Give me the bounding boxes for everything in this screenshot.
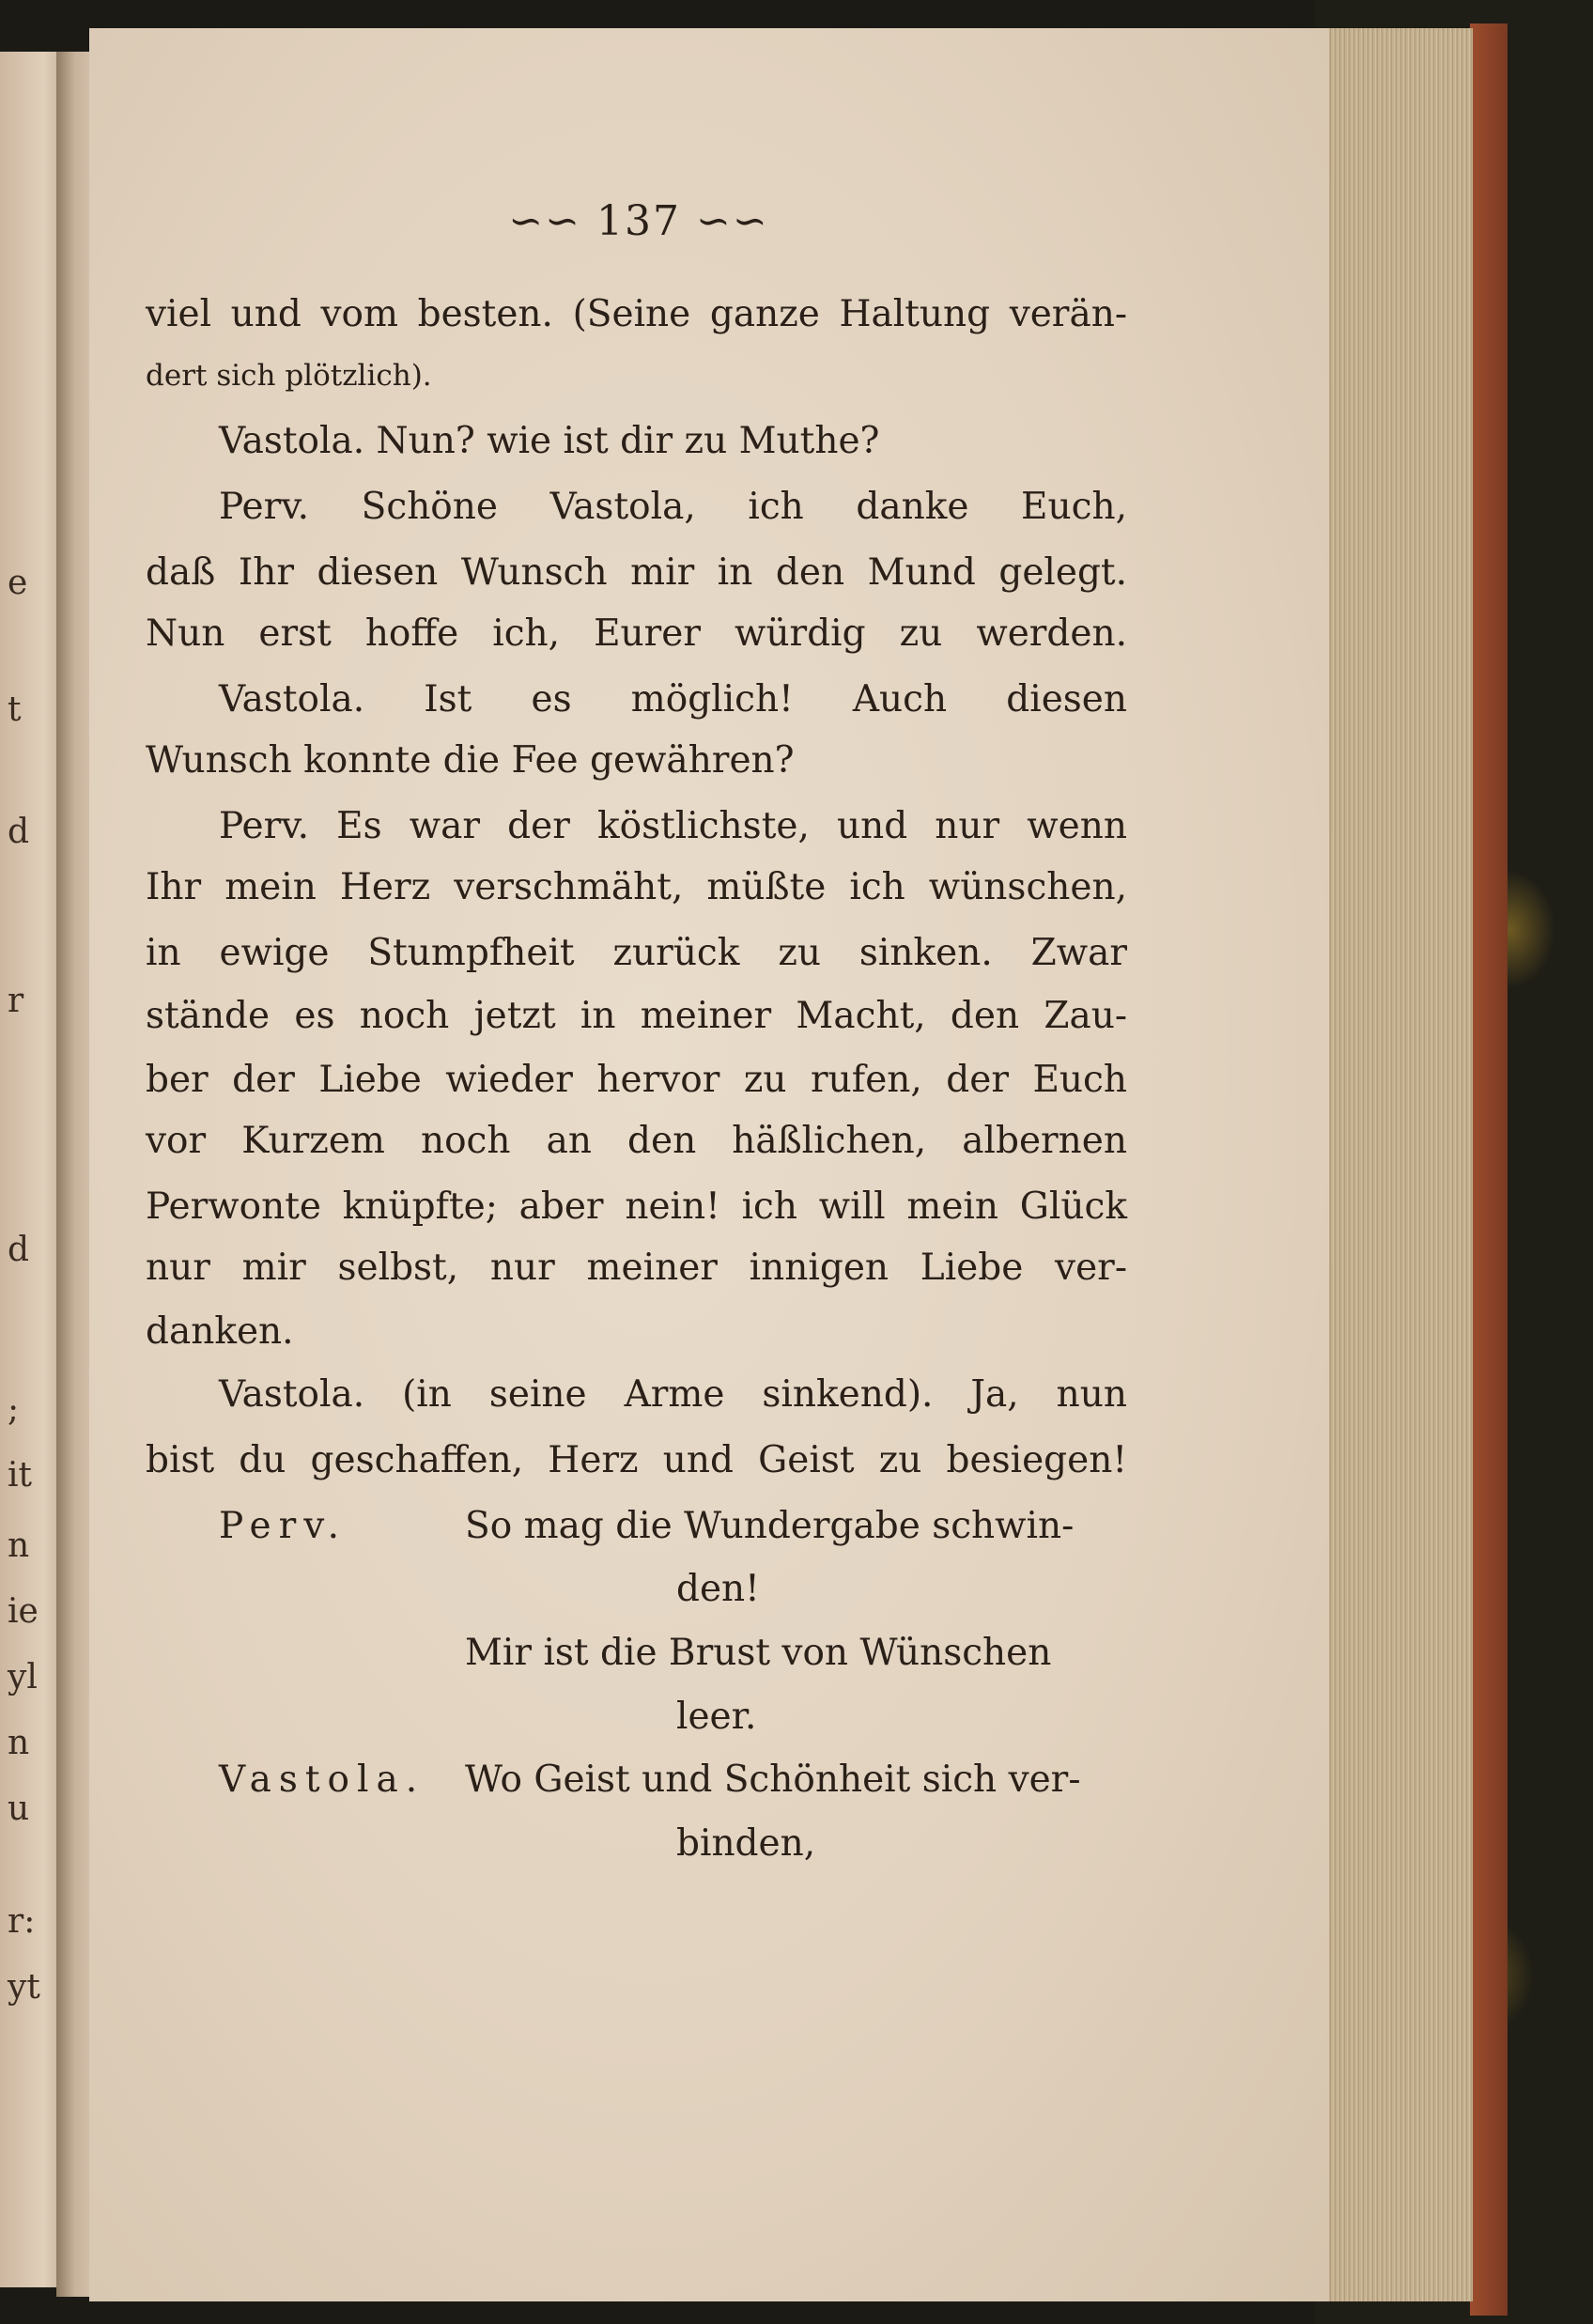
text-line: daß Ihr diesen Wunsch mir in den Mund gelegt. — [146, 551, 1127, 594]
left-margin-glyph: e — [8, 564, 28, 602]
text-line: Perv. Es war der köstlichste, und nur wenn — [219, 805, 1127, 847]
left-margin-glyph: yt — [8, 1968, 40, 2006]
left-margin-glyph: ie — [8, 1592, 39, 1631]
cover-edge — [1470, 23, 1508, 2316]
left-margin-glyph: n — [8, 1724, 30, 1762]
text-line: vor Kurzem noch an den häßlichen, albernen — [146, 1120, 1127, 1162]
verse-line: Wo Geist und Schönheit sich ver- — [465, 1758, 1081, 1801]
left-margin-glyph: ; — [8, 1390, 20, 1429]
text-line: in ewige Stumpfheit zurück zu sinken. Zwar — [146, 932, 1127, 974]
left-margin-glyph: d — [8, 1231, 30, 1269]
text-line: Perwonte knüpfte; aber nein! ich will mein Glück — [146, 1185, 1127, 1228]
left-margin-glyph: yl — [8, 1658, 38, 1697]
text-line: stände es noch jetzt in meiner Macht, den Zau- — [146, 995, 1127, 1037]
text-line: Ihr mein Herz verschmäht, müßte ich wünschen, — [146, 866, 1127, 908]
verse-line: So mag die Wundergabe schwin- — [465, 1505, 1075, 1547]
verse-line: leer. — [676, 1696, 757, 1738]
text-line: nur mir selbst, nur meiner innigen Liebe ver- — [146, 1247, 1127, 1289]
left-margin-glyph: t — [8, 690, 22, 729]
left-margin-glyph: it — [8, 1456, 32, 1495]
left-margin-glyph: r: — [8, 1902, 36, 1941]
verse-line: binden, — [676, 1822, 816, 1865]
left-margin-glyph: r — [8, 982, 24, 1020]
left-margin-glyph: d — [8, 813, 30, 851]
text-line: Wunsch konnte die Fee gewähren? — [146, 739, 795, 782]
verse-line: Mir ist die Brust von Wünschen — [465, 1632, 1052, 1674]
text-line: danken. — [146, 1310, 294, 1353]
verse-line: den! — [676, 1568, 760, 1610]
text-line: viel und vom besten. (Seine ganze Haltung verän- — [146, 293, 1127, 335]
text-line: Vastola. Nun? wie ist dir zu Muthe? — [219, 420, 880, 462]
text-line: Nun erst hoffe ich, Eurer würdig zu werden. — [146, 612, 1127, 655]
text-line: dert sich plötzlich). — [146, 359, 432, 393]
left-margin-glyph: n — [8, 1526, 30, 1565]
speaker-name: Vastola. — [219, 1758, 425, 1801]
text-line: Perv. Schöne Vastola, ich danke Euch, — [219, 486, 1127, 528]
text-line: Vastola. (in seine Arme sinkend). Ja, nun — [219, 1373, 1127, 1416]
text-line: bist du geschaffen, Herz und Geist zu besiegen! — [146, 1439, 1127, 1481]
text-line: ber der Liebe wieder hervor zu rufen, der Euch — [146, 1059, 1127, 1101]
page-number: ∽∽ 137 ∽∽ — [508, 197, 769, 245]
left-margin-glyph: u — [8, 1789, 30, 1828]
page-edges — [1322, 28, 1473, 2301]
speaker-name: Perv. — [219, 1505, 348, 1547]
text-line: Vastola. Ist es möglich! Auch diesen — [219, 678, 1127, 720]
